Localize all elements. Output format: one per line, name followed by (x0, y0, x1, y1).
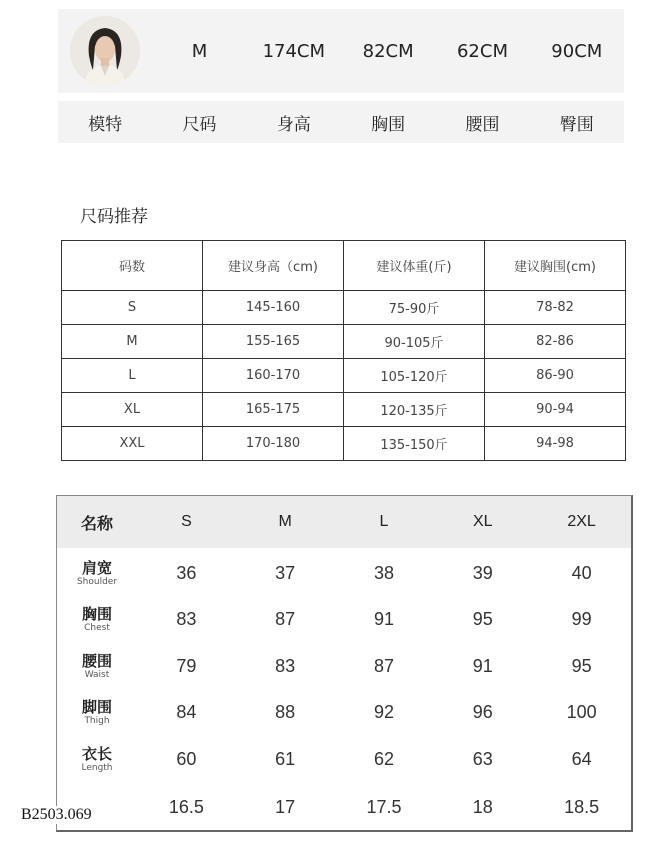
measurement-value: 100 (566, 701, 597, 722)
table-cell: 145-160 (203, 291, 344, 325)
measurement-value: 99 (571, 608, 592, 629)
measurement-value: 16.5 (168, 796, 204, 817)
table-row (62, 427, 626, 461)
row-label-en: Waist (84, 669, 110, 680)
size-header: L (379, 513, 389, 530)
measurement-value: 95 (571, 655, 592, 676)
table-header-row (62, 241, 626, 291)
measurement-value: 17.5 (366, 796, 402, 817)
table-cell: 165-175 (203, 393, 344, 427)
bust-label: 胸围 (371, 114, 406, 135)
table-row (62, 393, 626, 427)
row-label-en: Shoulder (76, 576, 118, 587)
size-header: 2XL (567, 513, 596, 530)
measurement-row-length (57, 736, 631, 782)
measurement-value: 36 (176, 562, 197, 583)
measurement-value: 39 (472, 562, 493, 583)
measurement-value: 88 (275, 701, 296, 722)
table-cell: 160-170 (203, 359, 344, 393)
measurement-table (56, 495, 633, 832)
row-label-en: Thigh (84, 715, 110, 726)
row-label-zh: 肩宽 (81, 558, 112, 577)
table-cell: 135-150斤 (344, 427, 485, 461)
measurement-value: 61 (275, 748, 296, 769)
table-cell: 78-82 (485, 291, 626, 325)
model-height-value: 174CM (262, 40, 326, 62)
model-avatar (70, 16, 140, 86)
table-cell: 120-135斤 (344, 393, 485, 427)
row-label-zh: 衣长 (81, 744, 112, 763)
name-column-header (57, 511, 137, 534)
measurement-value: 95 (472, 608, 493, 629)
measurement-value: 87 (373, 655, 394, 676)
measurement-row-chest (57, 596, 631, 642)
size-header: XL (473, 513, 493, 530)
measurement-value: 60 (176, 748, 197, 769)
hip-label: 臀围 (559, 114, 594, 135)
table-cell: 90-94 (485, 393, 626, 427)
table-header-cell: 建议体重(斤) (344, 241, 485, 291)
row-label-zh: 胸围 (81, 604, 112, 623)
row-label-en: Chest (84, 622, 110, 633)
measurement-row-extra (57, 784, 631, 830)
measurement-value: 63 (472, 748, 493, 769)
model-label: 模特 (88, 114, 123, 135)
row-label (57, 559, 137, 588)
table-cell: L (62, 359, 203, 393)
measurement-value: 96 (472, 701, 493, 722)
table-cell: 86-90 (485, 359, 626, 393)
row-label (57, 698, 137, 727)
model-bust-value: 82CM (362, 40, 414, 62)
measurement-value: 17 (275, 796, 296, 817)
table-header-cell: 建议胸围(cm) (485, 241, 626, 291)
table-cell: 82-86 (485, 325, 626, 359)
measurement-value: 40 (571, 562, 592, 583)
measurement-value: 79 (176, 655, 197, 676)
model-size-value: M (191, 40, 208, 62)
table-cell: 170-180 (203, 427, 344, 461)
size-recommendation-title: 尺码推荐 (80, 207, 148, 227)
row-label-zh: 腰围 (81, 651, 112, 670)
row-label (57, 605, 137, 634)
measurement-value: 62 (373, 748, 394, 769)
table-header-cell: 码数 (62, 241, 203, 291)
table-cell: M (62, 325, 203, 359)
measurement-value: 91 (472, 655, 493, 676)
waist-label: 腰围 (465, 114, 500, 135)
row-label (57, 652, 137, 681)
model-photo-cell (58, 9, 152, 93)
row-label (57, 745, 137, 774)
table-cell: S (62, 291, 203, 325)
size-header: S (181, 513, 192, 530)
table-cell: 90-105斤 (344, 325, 485, 359)
product-code: B2503.069 (21, 806, 92, 823)
measurement-value: 64 (571, 748, 592, 769)
table-row (62, 359, 626, 393)
height-label: 身高 (276, 114, 311, 135)
measurement-row-thigh (57, 689, 631, 735)
row-label-en: Length (81, 762, 113, 773)
table-cell: 94-98 (485, 427, 626, 461)
measurement-row-shoulder (57, 550, 631, 596)
measurement-value: 91 (373, 608, 394, 629)
table-cell: 105-120斤 (344, 359, 485, 393)
table-cell: 155-165 (203, 325, 344, 359)
measurement-value: 18.5 (564, 796, 600, 817)
row-label-zh: 脚围 (81, 697, 112, 716)
size-label: 尺码 (182, 114, 217, 135)
table-cell: XL (62, 393, 203, 427)
measurement-value: 84 (176, 701, 197, 722)
table-header-cell: 建议身高（cm) (203, 241, 344, 291)
measurement-header-row (57, 496, 631, 548)
measurement-value: 92 (373, 701, 394, 722)
table-row (62, 325, 626, 359)
measurement-row-waist (57, 643, 631, 689)
table-cell: XXL (62, 427, 203, 461)
model-hip-value: 90CM (551, 40, 603, 62)
model-divider (58, 93, 624, 101)
measurement-header (57, 496, 631, 548)
name-header-label: 名称 (80, 513, 113, 533)
measurement-value: 83 (275, 655, 296, 676)
model-info-panel (58, 9, 624, 143)
size-header: M (278, 513, 292, 530)
size-recommendation-table (61, 240, 626, 461)
table-cell: 75-90斤 (344, 291, 485, 325)
measurement-value: 83 (176, 608, 197, 629)
measurement-value: 87 (275, 608, 296, 629)
measurement-value: 18 (472, 796, 493, 817)
model-labels-row (58, 101, 624, 143)
model-waist-value: 62CM (456, 40, 508, 62)
measurement-value: 37 (275, 562, 296, 583)
measurement-value: 38 (373, 562, 394, 583)
model-values-row (58, 9, 624, 93)
table-row (62, 291, 626, 325)
